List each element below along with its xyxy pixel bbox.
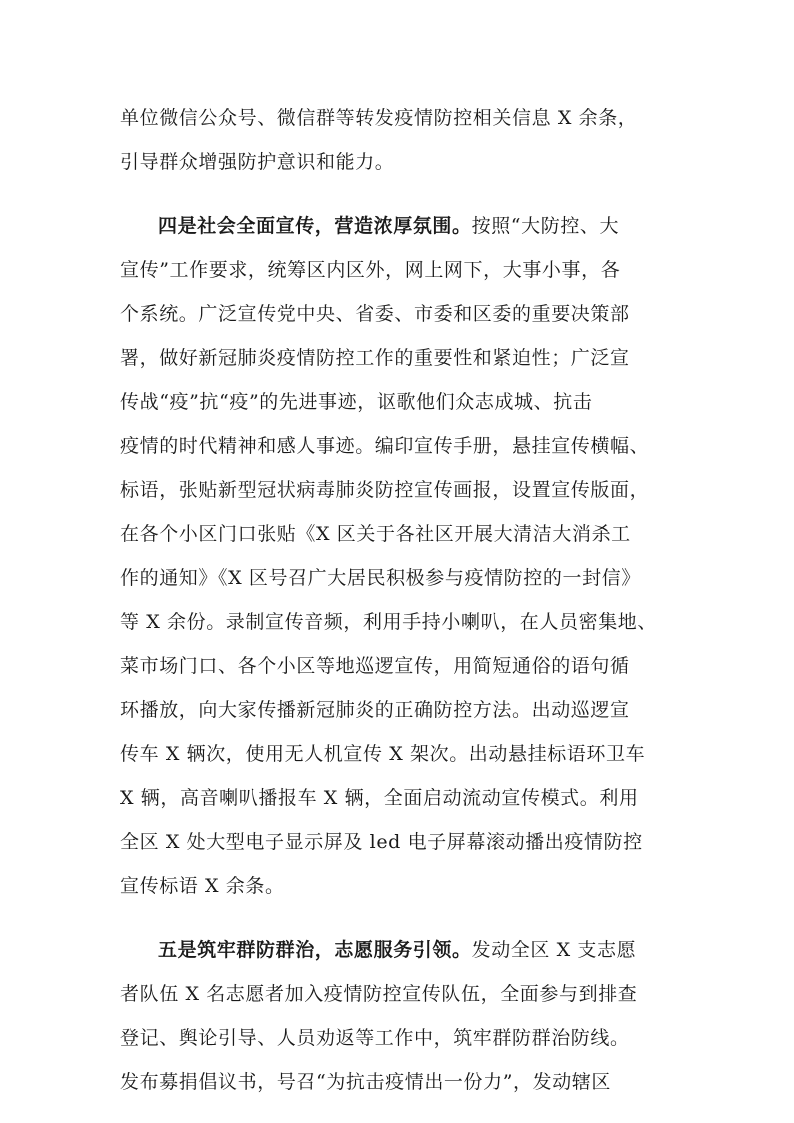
- text-line: 引导群众增强防护意识和能力。: [120, 151, 395, 173]
- text-line: 登记、舆论引导、人员劝返等工作中，筑牢群防群治防线。: [120, 1027, 630, 1049]
- text-line: 在各个小区门口张贴《X 区关于各社区开展大清洁大消杀工: [120, 523, 631, 545]
- paragraph-first-line: [120, 928, 680, 972]
- document-page: [120, 96, 680, 1104]
- text-line: X 辆，高音喇叭播报车 X 辆，全面启动流动宣传模式。利用: [120, 787, 639, 809]
- text-line: 传车 X 辆次，使用无人机宣传 X 架次。出动悬挂标语环卫车: [120, 743, 646, 765]
- text-line: 等 X 余份。录制宣传音频，利用手持小喇叭，在人员密集地、: [120, 611, 658, 633]
- paragraph-heading: 五是筑牢群防群治，志愿服务引领。: [158, 939, 472, 961]
- text-line: 者队伍 X 名志愿者加入疫情防控宣传队伍，全面参与到排查: [120, 983, 638, 1005]
- paragraph-heading: 四是社会全面宣传，营造浓厚氛围。: [158, 215, 472, 237]
- paragraph-first-line: [120, 204, 680, 248]
- text-line: 作的通知》《X 区号召广大居民积极参与疫情防控的一封信》: [120, 567, 641, 589]
- text-line: 疫情的时代精神和感人事迹。编印宣传手册，悬挂宣传横幅、: [120, 435, 650, 457]
- text-line: 全区 X 处大型电子显示屏及 led 电子屏幕滚动播出疫情防控: [120, 831, 643, 853]
- paragraph-publicity: [120, 204, 680, 908]
- text-line: 菜市场门口、各个小区等地巡逻宣传，用简短通俗的语句循: [120, 655, 630, 677]
- text-line: 单位微信公众号、微信群等转发疫情防控相关信息 X 余条，: [120, 107, 638, 129]
- text-line: 署，做好新冠肺炎疫情防控工作的重要性和紧迫性；广泛宣: [120, 347, 630, 369]
- text-line: 宣传”工作要求，统筹区内区外，网上网下，大事小事，各: [120, 259, 621, 281]
- text-line: 宣传标语 X 余条。: [120, 875, 285, 897]
- text-run: 按照“大防控、大: [471, 215, 620, 237]
- text-run: 发动全区 X 支志愿: [471, 939, 637, 961]
- text-line: 环播放，向大家传播新冠肺炎的正确防控方法。出动巡逻宣: [120, 699, 630, 721]
- paragraph-continuation: [120, 96, 680, 184]
- text-line: 传战“疫”抗“疫”的先进事迹，讴歌他们众志成城、抗击: [120, 391, 593, 413]
- text-line: 标语，张贴新型冠状病毒肺炎防控宣传画报，设置宣传版面，: [120, 479, 650, 501]
- paragraph-volunteers: [120, 928, 680, 1104]
- text-line: 发布募捐倡议书，号召“为抗击疫情出一份力”，发动辖区: [120, 1071, 612, 1093]
- text-line: 个系统。广泛宣传党中央、省委、市委和区委的重要决策部: [120, 303, 630, 325]
